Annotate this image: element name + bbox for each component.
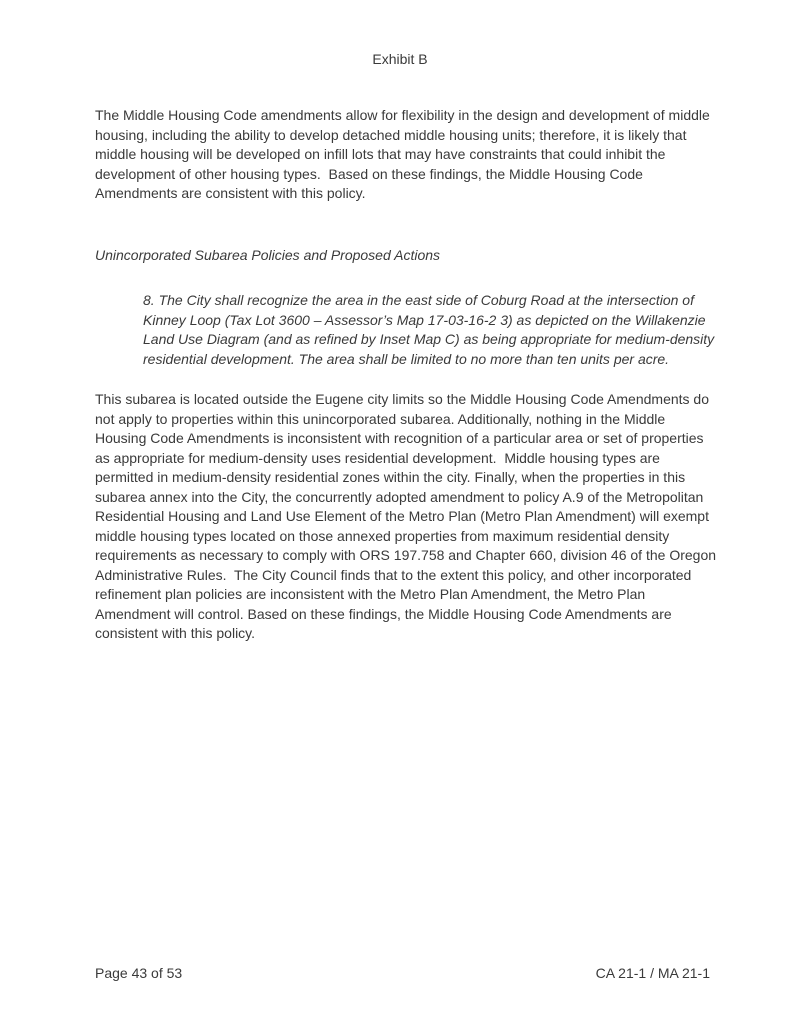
case-reference: CA 21-1 / MA 21-1 (595, 965, 710, 981)
document-body (0, 106, 800, 644)
section-heading-unincorporated-subarea: Unincorporated Subarea Policies and Proposed Actions (95, 246, 441, 263)
paragraph-subarea-findings: This subarea is located outside the Eugene city limits so the Middle Housing Code Amendments do not apply to properties within this unincorporated subarea. Additionally, nothing in the Middle Housing Code Amendments is inconsistent with recognition of a particular area or set of properties as appropriate for medium-density uses residential development. Middle housing types are permitted in medium-density residential zones within the city. Finally, when the properties in this subarea annex into the City, the concurrently adopted amendment to policy A.9 of the Metropolitan Residential Housing and Land Use Element of the Metro Plan (Metro Plan Amendment) will exempt middle housing types located on those annexed properties from maximum residential density requirements as necessary to comply with ORS 197.758 and Chapter 660, division 46 of the Oregon Administrative Rules. The City Council finds that to the extent this policy, and other incorporated refinement plan policies are inconsistent with the Metro Plan Amendment, the Metro Plan Amendment will control. Based on these findings, the Middle Housing Code Amendments are consistent with this policy. (95, 391, 720, 641)
exhibit-title: Exhibit B (372, 51, 428, 67)
page-number: Page 43 of 53 (95, 965, 183, 981)
paragraph-middle-housing-amendments: The Middle Housing Code amendments allow for flexibility in the design and development of middle housing, including the ability to develop detached middle housing units; therefore, it is likely that middle housing will be developed on infill lots that may have constraints that could inhibit the development of other housing types. Based on these findings, the Middle Housing Code Amendments are consistent with this policy. (95, 107, 714, 201)
page-footer (95, 964, 710, 983)
policy-8-quote: 8. The City shall recognize the area in the east side of Coburg Road at the intersection of Kinney Loop (Tax Lot 3600 – Assessor’s Map 17-03-16-2 3) as depicted on the Willakenzie Land Use Diagram (and as refined by Inset Map C) as being appropriate for medium-density residential development. The area shall be limited to no more than ten units per acre. (143, 292, 719, 367)
